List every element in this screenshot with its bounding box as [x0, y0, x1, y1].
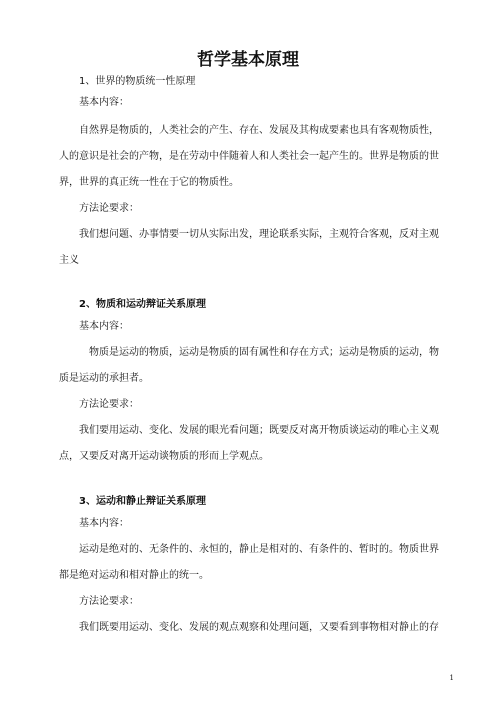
section2-content-line: 物质是运动的物质，运动是物质的固有属性和存在方式；运动是物质的运动，物 [89, 347, 439, 358]
section1-heading: 1、世界的物质统一性原理 [79, 76, 196, 87]
section3-content-line: 都是绝对运动和相对静止的统一。 [59, 570, 209, 581]
section2-content-label: 基本内容： [79, 321, 129, 332]
section1-content-line: 界，世界的真正统一性在于它的物质性。 [59, 177, 239, 188]
section2-method-line: 点，又要反对离开运动谈物质的形而上学观点。 [59, 451, 269, 462]
section3-content-line: 运动是绝对的、无条件的、永恒的，静止是相对的、有条件的、暂时的。物质世界 [79, 544, 439, 555]
section1-method-line: 主义 [59, 255, 79, 266]
section3-heading: 3、运动和静止辩证关系原理 [79, 496, 206, 507]
section1-content-line: 自然界是物质的，人类社会的产生、存在、发展及其构成要素也具有客观物质性， [79, 125, 439, 136]
section2-heading: 2、物质和运动辩证关系原理 [79, 299, 206, 310]
section1-content-label: 基本内容： [79, 97, 129, 108]
section2-method-line: 我们要用运动、变化、发展的眼光看问题；既要反对离开物质谈运动的唯心主义观 [79, 425, 439, 436]
section2-method-label: 方法论要求： [79, 399, 139, 410]
section3-content-label: 基本内容： [79, 518, 129, 529]
section3-method-label: 方法论要求： [79, 596, 139, 607]
document-title: 哲学基本原理 [197, 50, 299, 70]
page-number: 1 [449, 674, 454, 682]
section3-method-line: 我们既要用运动、变化、发展的观点观察和处理问题，又要看到事物相对静止的存 [79, 622, 439, 633]
section1-method-label: 方法论要求： [79, 203, 139, 214]
section1-method-line: 我们想问题、办事情要一切从实际出发，理论联系实际，主观符合客观，反对主观 [79, 229, 439, 240]
section1-content-line: 人的意识是社会的产物，是在劳动中伴随着人和人类社会一起产生的。世界是物质的世 [59, 151, 439, 162]
section2-content-line: 质是运动的承担者。 [59, 373, 149, 384]
